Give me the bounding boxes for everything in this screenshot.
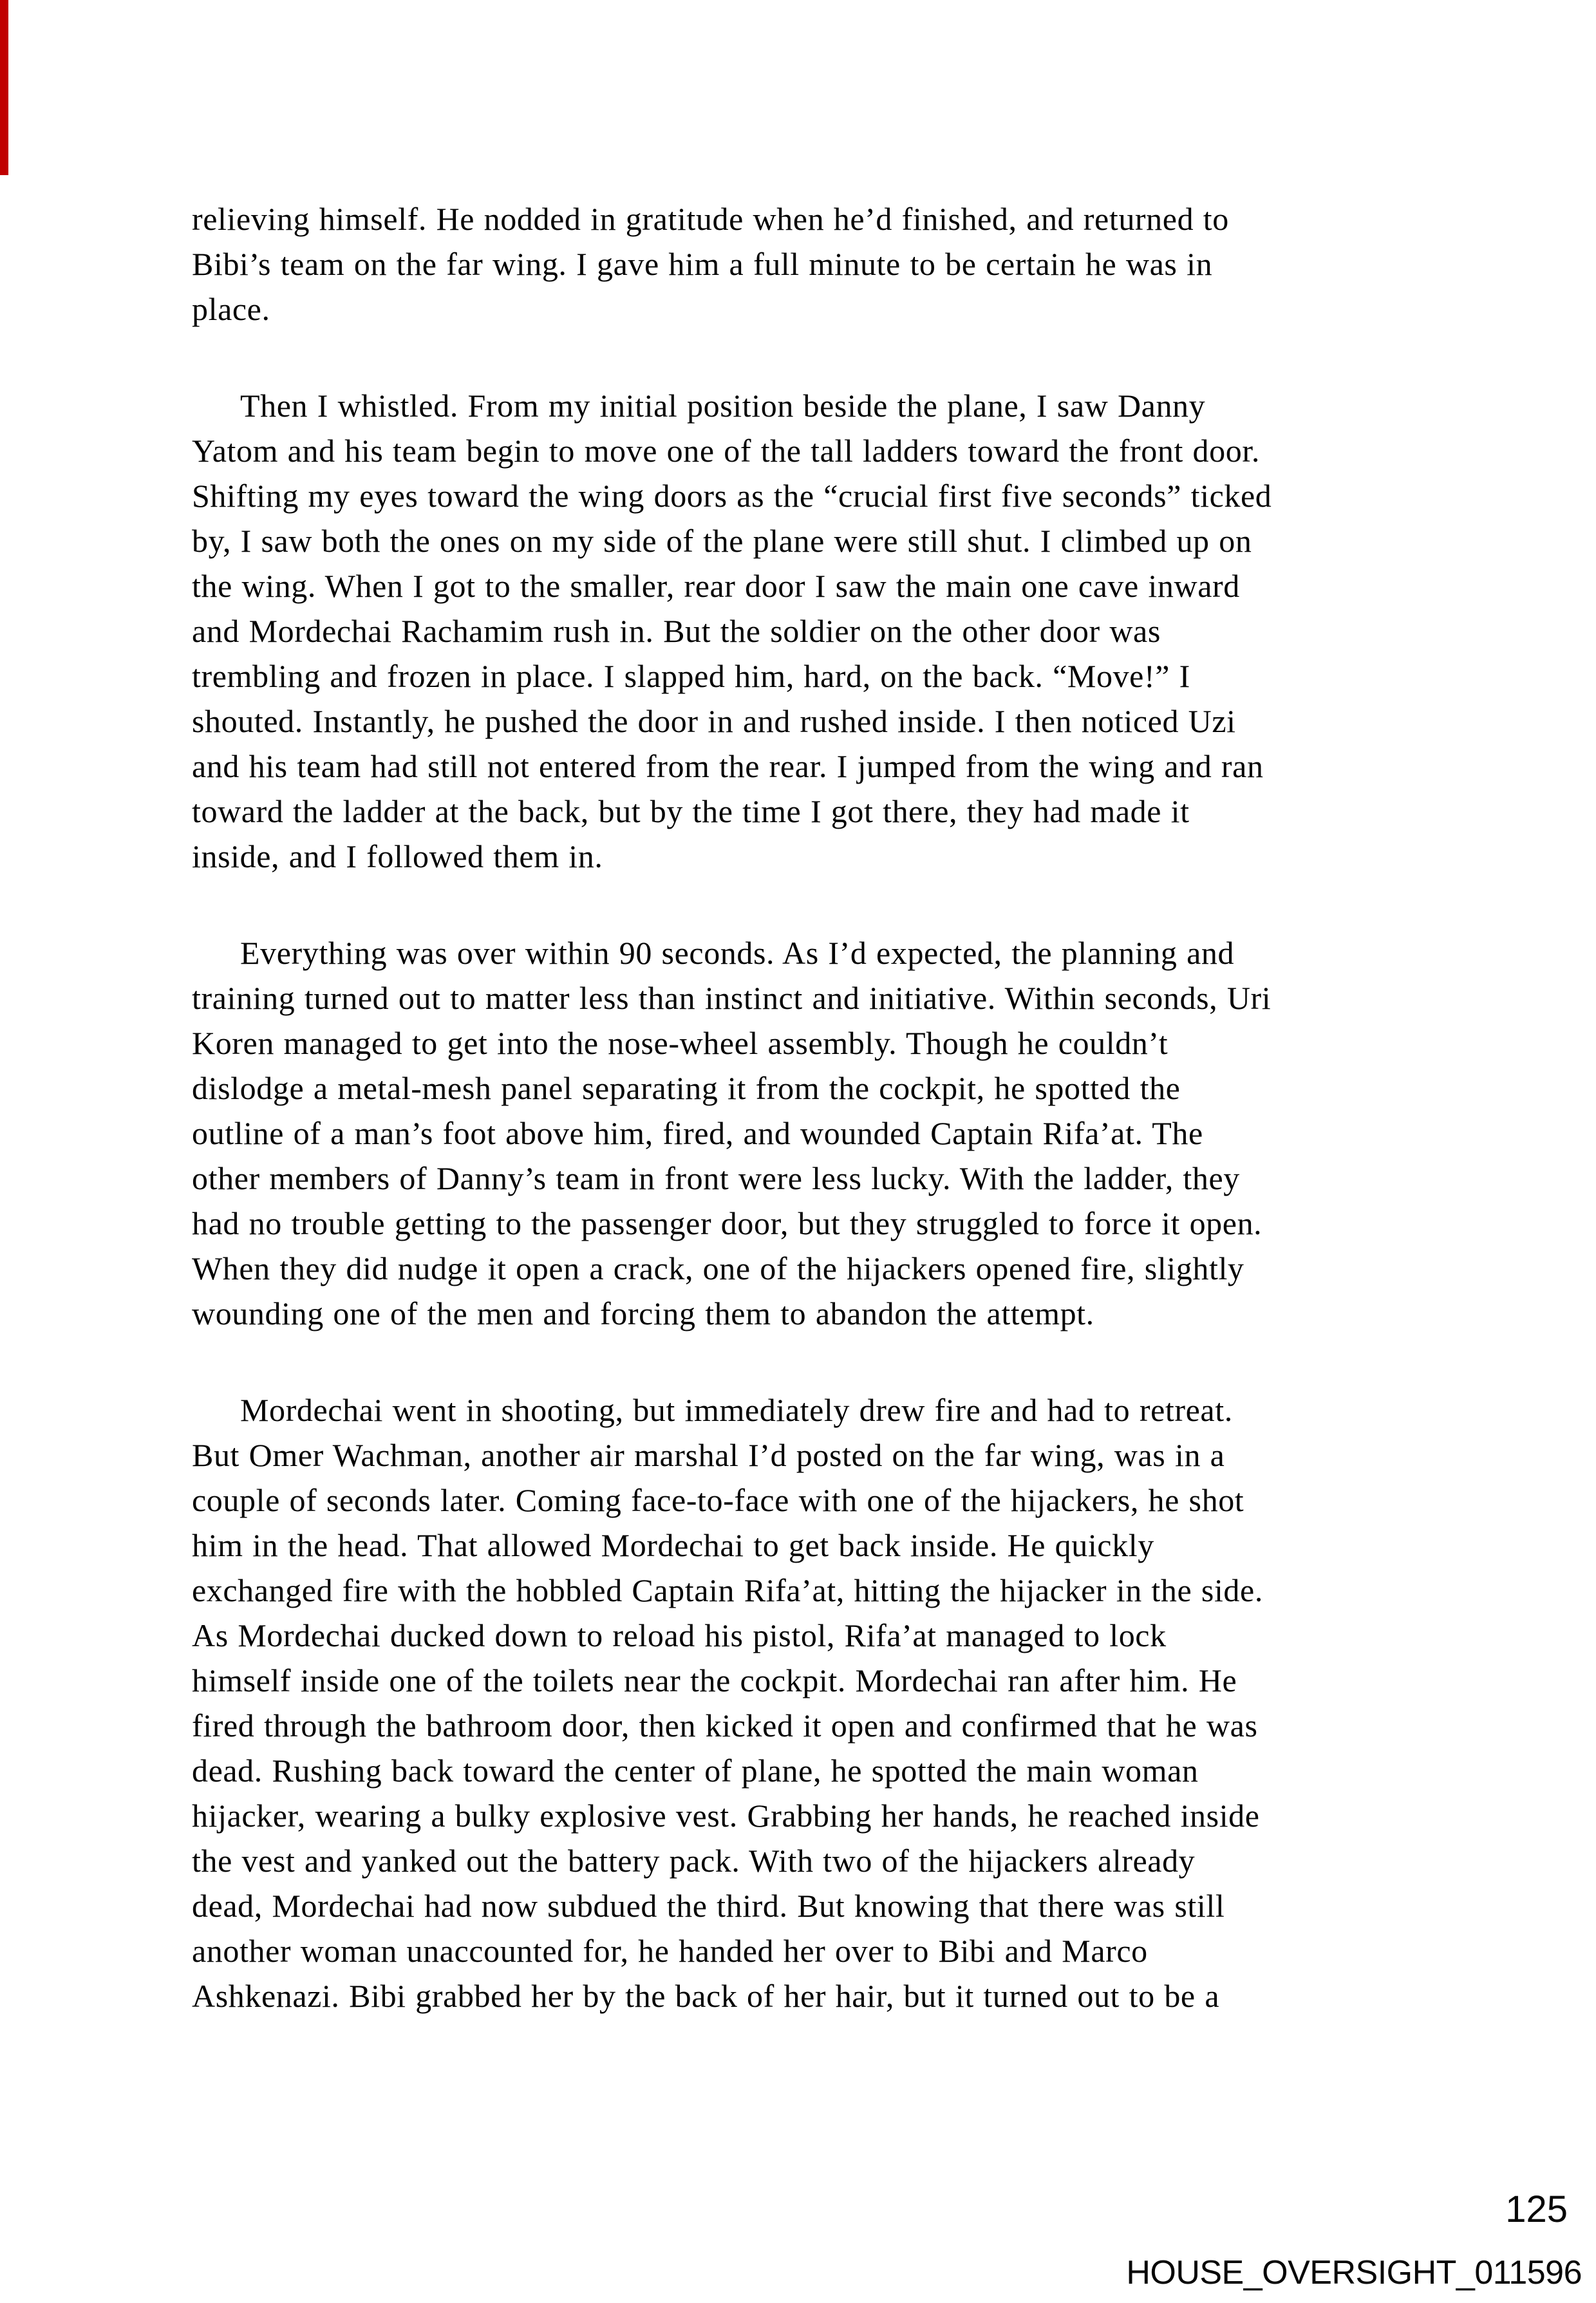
text-line: and Mordechai Rachamim rush in. But the soldier on the other door was: [192, 613, 1161, 649]
text-line: trembling and frozen in place. I slapped him, hard, on the back. “Move!” I: [192, 658, 1190, 694]
text-line: Yatom and his team begin to move one of the tall ladders toward the front door.: [192, 433, 1260, 469]
text-line: the wing. When I got to the smaller, rear door I saw the main one cave inward: [192, 568, 1240, 604]
paragraph-4: [192, 1387, 1438, 2018]
text-line: wounding one of the men and forcing them to abandon the attempt.: [192, 1295, 1094, 1331]
paragraph-3: [192, 930, 1438, 1336]
text-line: Bibi’s team on the far wing. I gave him a full minute to be certain he was in: [192, 246, 1213, 282]
page-body-text: [192, 196, 1438, 2018]
paragraph-1: [192, 196, 1438, 332]
text-line: hijacker, wearing a bulky explosive vest. Grabbing her hands, he reached inside: [192, 1798, 1260, 1834]
text-line: shouted. Instantly, he pushed the door in and rushed inside. I then noticed Uzi: [192, 703, 1236, 739]
text-line: inside, and I followed them in.: [192, 838, 603, 874]
text-line: and his team had still not entered from the rear. I jumped from the wing and ran: [192, 748, 1264, 784]
text-line: dislodge a metal-mesh panel separating it from the cockpit, he spotted the: [192, 1070, 1181, 1106]
text-line: dead, Mordechai had now subdued the third. But knowing that there was still: [192, 1888, 1225, 1924]
text-line: Mordechai went in shooting, but immediately drew fire and had to retreat.: [240, 1392, 1233, 1428]
paragraph-2: [192, 383, 1438, 879]
text-line: by, I saw both the ones on my side of the plane were still shut. I climbed up on: [192, 523, 1252, 559]
text-line: couple of seconds later. Coming face-to-face with one of the hijackers, he shot: [192, 1482, 1244, 1518]
text-line: dead. Rushing back toward the center of plane, he spotted the main woman: [192, 1753, 1199, 1789]
text-line: other members of Danny’s team in front were less lucky. With the ladder, they: [192, 1160, 1240, 1196]
text-line: But Omer Wachman, another air marshal I’d posted on the far wing, was in a: [192, 1437, 1225, 1473]
text-line: him in the head. That allowed Mordechai to get back inside. He quickly: [192, 1527, 1154, 1563]
text-line: Shifting my eyes toward the wing doors as the “crucial first five seconds” ticked: [192, 478, 1272, 514]
text-line: As Mordechai ducked down to reload his pistol, Rifa’at managed to lock: [192, 1617, 1167, 1653]
text-line: toward the ladder at the back, but by the time I got there, they had made it: [192, 793, 1190, 829]
text-line: the vest and yanked out the battery pack. With two of the hijackers already: [192, 1843, 1196, 1879]
text-line: place.: [192, 291, 270, 327]
text-line: another woman unaccounted for, he handed her over to Bibi and Marco: [192, 1933, 1148, 1969]
text-line: exchanged fire with the hobbled Captain Rifa’at, hitting the hijacker in the side.: [192, 1572, 1263, 1608]
text-line: training turned out to matter less than instinct and initiative. Within seconds, Uri: [192, 980, 1272, 1016]
text-line: Then I whistled. From my initial position beside the plane, I saw Danny: [240, 388, 1206, 424]
text-line: fired through the bathroom door, then kicked it open and confirmed that he was: [192, 1707, 1258, 1744]
text-line: outline of a man’s foot above him, fired, and wounded Captain Rifa’at. The: [192, 1115, 1203, 1151]
bates-stamp: HOUSE_OVERSIGHT_011596: [1126, 2254, 1582, 2291]
text-line: When they did nudge it open a crack, one of the hijackers opened fire, slightly: [192, 1250, 1244, 1286]
text-line: Everything was over within 90 seconds. As I’d expected, the planning and: [240, 935, 1235, 971]
text-line: himself inside one of the toilets near the cockpit. Mordechai ran after him. He: [192, 1662, 1237, 1698]
text-line: Ashkenazi. Bibi grabbed her by the back of her hair, but it turned out to be a: [192, 1978, 1220, 2014]
text-line: relieving himself. He nodded in gratitude when he’d finished, and returned to: [192, 201, 1229, 237]
text-line: had no trouble getting to the passenger door, but they struggled to force it open.: [192, 1205, 1263, 1241]
red-edge-marker: [0, 0, 8, 175]
page-number: 125: [1505, 2188, 1568, 2230]
text-line: Koren managed to get into the nose-wheel assembly. Though he couldn’t: [192, 1025, 1169, 1061]
